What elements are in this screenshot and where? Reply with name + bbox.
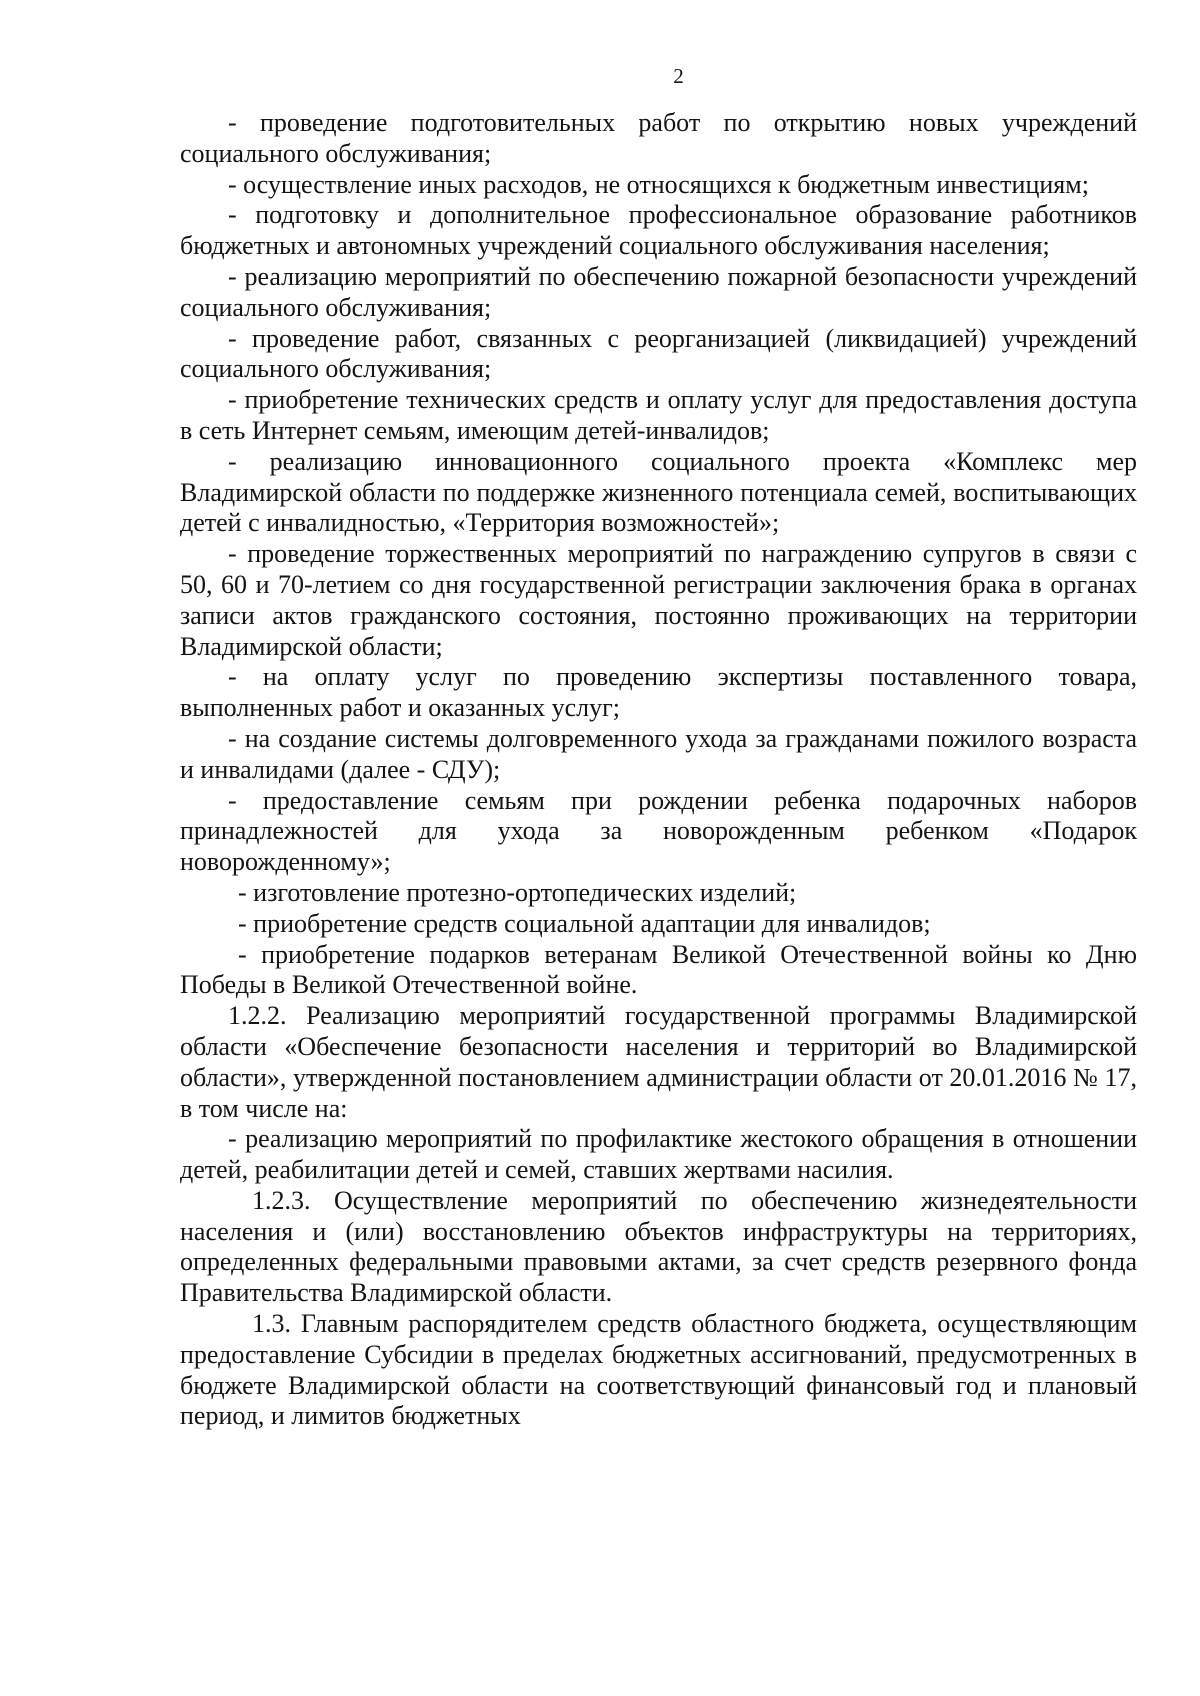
paragraph-bullet-staff-training: - подготовку и дополнительное профессиональное образование работников бюджетных и автономных учреждений социального обслуживания населения; xyxy=(180,200,1137,261)
paragraph-section-1-3: 1.3. Главным распорядителем средств областного бюджета, осуществляющим предоставление Субсидии в пределах бюджетных ассигнований, предусмотренных в бюджете Владимирской области на соответствующий финансовый год и плановый период, и лимитов бюджетных xyxy=(180,1309,1137,1431)
paragraph-bullet-fire-safety: - реализацию мероприятий по обеспечению пожарной безопасности учреждений социального обслуживания; xyxy=(180,261,1137,322)
paragraph-bullet-reorganization: - проведение работ, связанных с реорганизацией (ликвидацией) учреждений социального обслуживания; xyxy=(180,323,1137,384)
paragraph-bullet-violence-prevention: - реализацию мероприятий по профилактике жестокого обращения в отношении детей, реабилитации детей и семей, ставших жертвами насилия. xyxy=(180,1124,1137,1185)
paragraph-section-1-2-2: 1.2.2. Реализацию мероприятий государственной программы Владимирской области «Обеспечение безопасности населения и территорий во Владимирской области», утвержденной постановлением администрации области от 20.01.2016 № 17, в том числе на: xyxy=(180,1001,1137,1123)
paragraph-bullet-long-term-care: - на создание системы долговременного ухода за гражданами пожилого возраста и инвалидами (далее - СДУ); xyxy=(180,723,1137,784)
page-number: 2 xyxy=(673,64,684,88)
paragraph-bullet-veteran-gifts: - приобретение подарков ветеранам Великой Отечественной войны ко Дню Победы в Великой Отечественной войне. xyxy=(180,939,1137,1000)
paragraph-bullet-newborn-gift: - предоставление семьям при рождении ребенка подарочных наборов принадлежностей для ухода за новорожденным ребенком «Подарок новорожденному»; xyxy=(180,785,1137,877)
paragraph-bullet-innovation-project: - реализацию инновационного социального проекта «Комплекс мер Владимирской области по поддержке жизненного потенциала семей, воспитывающих детей с инвалидностью, «Территория возможностей»; xyxy=(180,446,1137,538)
paragraph-bullet-preparatory-works: - проведение подготовительных работ по открытию новых учреждений социального обслуживания; xyxy=(180,108,1137,168)
document-body xyxy=(180,108,1137,1432)
paragraph-bullet-anniversary-events: - проведение торжественных мероприятий по награждению супругов в связи с 50, 60 и 70-летием со дня государственной регистрации заключения брака в органах записи актов гражданского состояния, постоянно проживающих на территории Владимирской области; xyxy=(180,539,1137,661)
paragraph-bullet-prosthetics: - изготовление протезно-ортопедических изделий; xyxy=(238,877,797,907)
paragraph-section-1-2-3: 1.2.3. Осуществление мероприятий по обеспечению жизнедеятельности населения и (или) восстановлению объектов инфраструктуры на территориях, определенных федеральными правовыми актами, за счет средств резервного фонда Правительства Владимирской области. xyxy=(180,1185,1137,1308)
paragraph-bullet-other-expenses: - осуществление иных расходов, не относящихся к бюджетным инвестициям; xyxy=(228,169,1089,199)
paragraph-bullet-adaptation-means: - приобретение средств социальной адаптации для инвалидов; xyxy=(238,908,931,938)
paragraph-bullet-internet-access: - приобретение технических средств и оплату услуг для предоставления доступа в сеть Интернет семьям, имеющим детей-инвалидов; xyxy=(180,385,1137,445)
paragraph-bullet-expertise: - на оплату услуг по проведению экспертизы поставленного товара, выполненных работ и оказанных услуг; xyxy=(180,662,1137,723)
